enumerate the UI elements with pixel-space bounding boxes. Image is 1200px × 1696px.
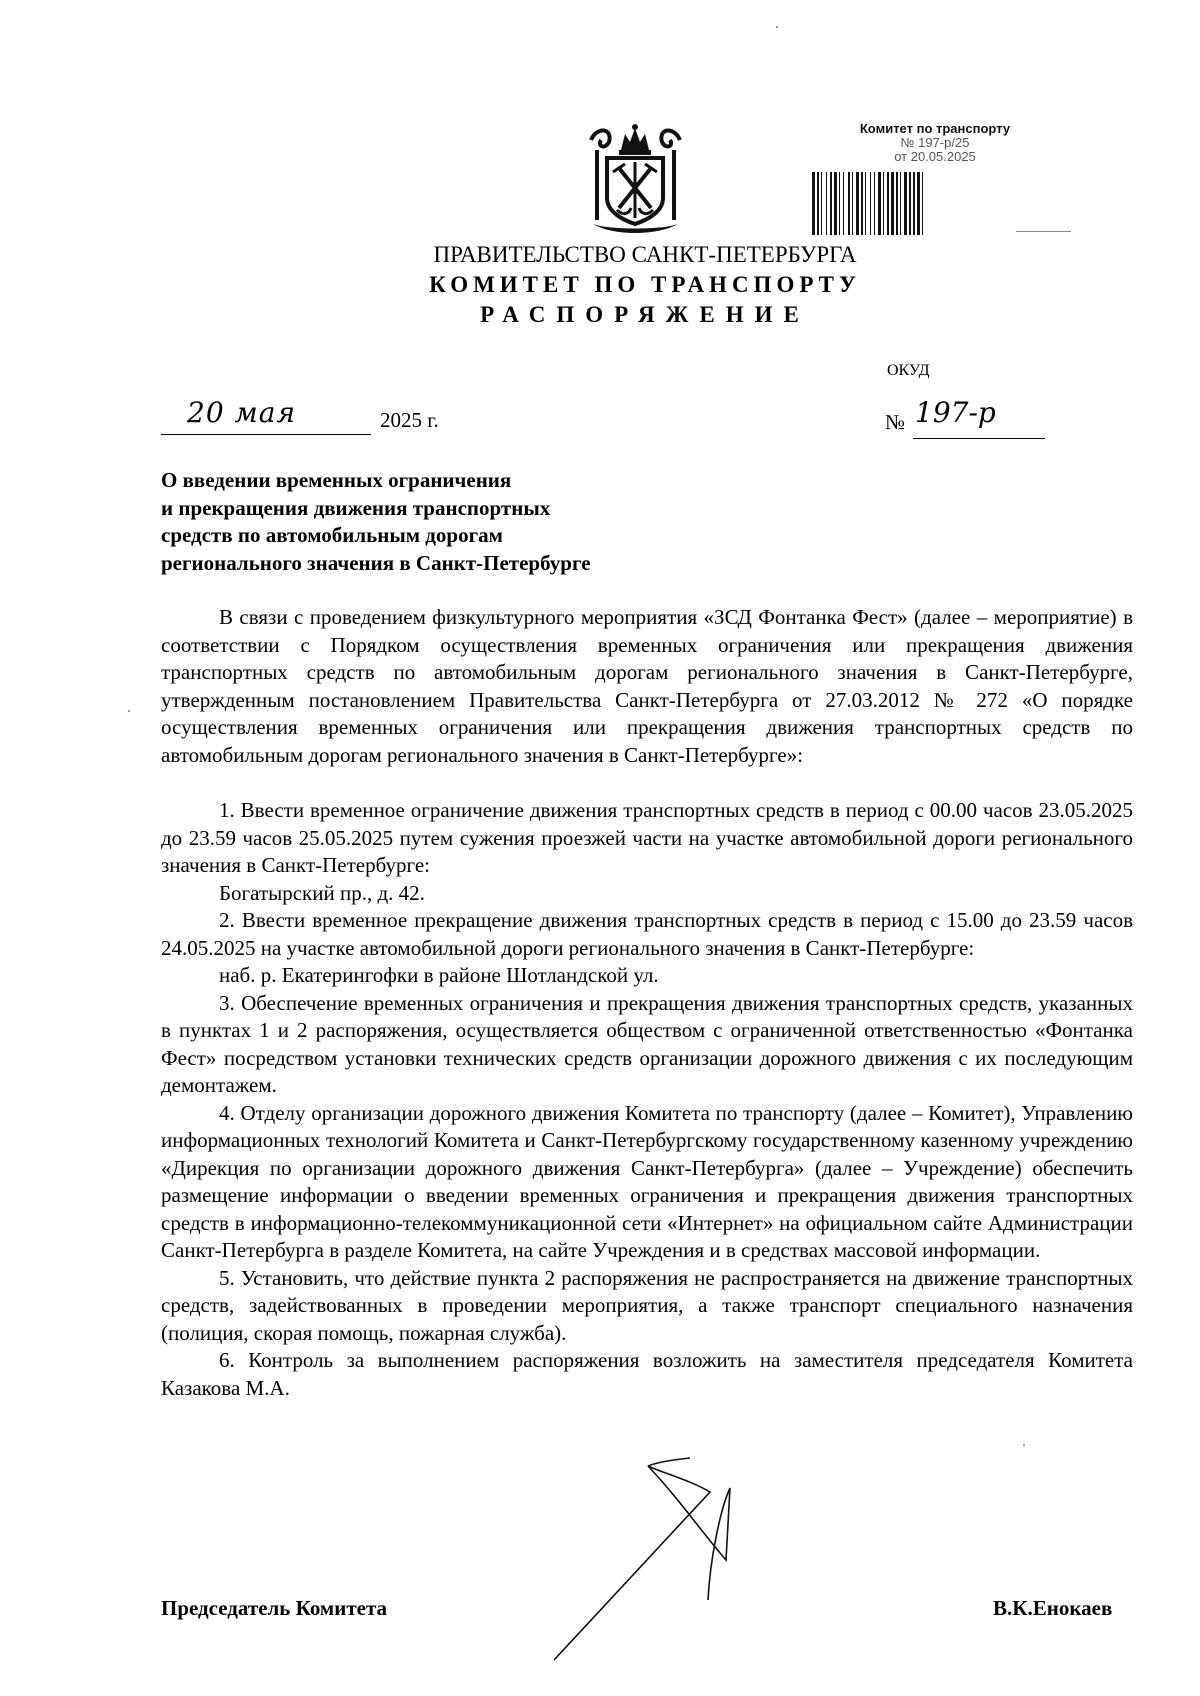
number-underline xyxy=(913,438,1045,439)
subject-line: регионального значения в Санкт-Петербурге xyxy=(161,550,591,575)
barcode-bar xyxy=(917,172,920,235)
barcode-bar xyxy=(874,172,875,235)
document-header xyxy=(0,240,1200,330)
item-1-location: Богатырский пр., д. 42. xyxy=(219,880,425,905)
number-sign: № xyxy=(885,410,906,434)
stamp-org: Комитет по транспорту xyxy=(859,121,1011,136)
item-5-paragraph: 5. Установить, что действие пункта 2 распоряжения не распространяется на движение транспортных средств, задействованных в проведении мероприятия, а также транспорт специального назначения (полиция, скорая помощь, пожарная служба). xyxy=(161,1265,1133,1345)
subject-line: О введении временных ограничения xyxy=(161,468,512,492)
item-1-paragraph: 1. Ввести временное ограничение движения транспортных средств в период с 00.00 часов 23.05.2025 до 23.59 часов 25.05.2025 путем сужения проезжей части на участке автомобильной дороги регионального значения в Санкт-Петербурге: xyxy=(161,798,1133,877)
document-number xyxy=(885,398,1050,442)
stamp-number: № 197-р/25 xyxy=(900,135,970,150)
signer-title: Председатель Комитета xyxy=(161,1596,388,1620)
barcode-bar xyxy=(870,172,871,235)
barcode-bar xyxy=(843,172,844,235)
date-handwritten: 20 мая xyxy=(187,396,296,429)
barcode-bar xyxy=(922,172,923,235)
scan-speck xyxy=(1023,1444,1025,1446)
item-6-paragraph: 6. Контроль за выполнением распоряжения возложить на заместителя председателя Комитета Казакова М.А. xyxy=(161,1348,1133,1400)
scan-speck xyxy=(128,710,130,712)
stamp-date: от 20.05.2025 xyxy=(894,149,976,164)
number-handwritten: 197-р xyxy=(915,396,996,429)
barcode-bar xyxy=(909,172,911,235)
barcode-bar xyxy=(865,172,866,235)
barcode-bar xyxy=(817,172,819,235)
barcode-bar xyxy=(834,172,837,235)
document-date xyxy=(161,396,461,436)
barcode-bar xyxy=(848,172,850,235)
scan-speck xyxy=(776,26,778,28)
barcode-bar xyxy=(812,172,815,235)
committee-name: КОМИТЕТ ПО ТРАНСПОРТУ xyxy=(429,272,861,297)
barcode-bar xyxy=(861,172,863,235)
item-3-paragraph: 3. Обеспечение временных ограничения и прекращения движения транспортных средств, указанных в пунктах 1 и 2 распоряжения, осуществляется обществом с ограниченной ответственностью «Фонтанка Фест» посредством установки технических средств организации дорожного движения с их последующим демонтажем. xyxy=(161,990,1133,1097)
document-subject xyxy=(161,467,591,577)
barcode-bar xyxy=(852,172,853,235)
subject-line: и прекращения движения транспортных xyxy=(161,495,551,520)
coat-of-arms-icon xyxy=(583,120,688,235)
handwritten-signature xyxy=(540,1410,820,1670)
barcode-bar xyxy=(891,172,894,235)
barcode-bar xyxy=(883,172,884,235)
signer-name: В.К.Енокаев xyxy=(993,1596,1113,1620)
barcode-bar xyxy=(887,172,889,235)
barcode-bar xyxy=(856,172,859,235)
item-2-location: наб. р. Екатерингофки в районе Шотландской ул. xyxy=(219,963,659,987)
barcode-underline xyxy=(1016,231,1071,232)
barcode-bar xyxy=(826,172,827,235)
government-name: ПРАВИТЕЛЬСТВО САНКТ-ПЕТЕРБУРГА xyxy=(433,242,857,267)
okud-label: ОКУД xyxy=(887,362,930,379)
barcode-icon xyxy=(812,172,1017,235)
barcode-bar xyxy=(896,172,898,235)
document-type: РАСПОРЯЖЕНИЕ xyxy=(480,302,810,327)
date-year: 2025 г. xyxy=(380,408,439,432)
barcode-bar xyxy=(900,172,901,235)
barcode-bar xyxy=(839,172,840,235)
item-2-paragraph: 2. Ввести временное прекращение движения транспортных средств в период с 15.00 до 23.59 часов 24.05.2025 на участке автомобильной дороги регионального значения в Санкт-Петербурге: xyxy=(161,908,1133,960)
subject-line: средств по автомобильным дорогам xyxy=(161,523,503,547)
item-4-paragraph: 4. Отделу организации дорожного движения Комитета по транспорту (далее – Комитет), Управлению информационных технологий Комитета и Санкт-Петербургскому государственному казенному учреждению «Дирекция по организации дорожного движения Санкт-Петербурга» (далее – Учреждение) обеспечить размещение информации о введении временных ограничения и прекращения движения транспортных средств в информационно-телекоммуникационной сети «Интернет» на официальном сайте Администрации Санкт-Петербурга в разделе Комитета, на сайте Учреждения и в средствах массовой информации. xyxy=(161,1100,1133,1262)
barcode-bar xyxy=(821,172,822,235)
document-body xyxy=(161,604,1133,1402)
date-underline xyxy=(161,434,371,435)
barcode-bar xyxy=(830,172,832,235)
barcode-bar xyxy=(904,172,907,235)
preamble-paragraph: В связи с проведением физкультурного мероприятия «ЗСД Фонтанка Фест» (далее – мероприятие) в соответствии с Порядком осуществления временных ограничения или прекращения движения транспортных средств по автомобильным дорогам регионального значения в Санкт-Петербурге, утвержденным постановлением Правительства Санкт-Петербурга от 27.03.2012 № 272 «О порядке осуществления временных ограничения или прекращения движения транспортных средств по автомобильным дорогам регионального значения в Санкт-Петербурге»: xyxy=(161,605,1133,767)
barcode-bar xyxy=(913,172,915,235)
barcode-bar xyxy=(878,172,881,235)
